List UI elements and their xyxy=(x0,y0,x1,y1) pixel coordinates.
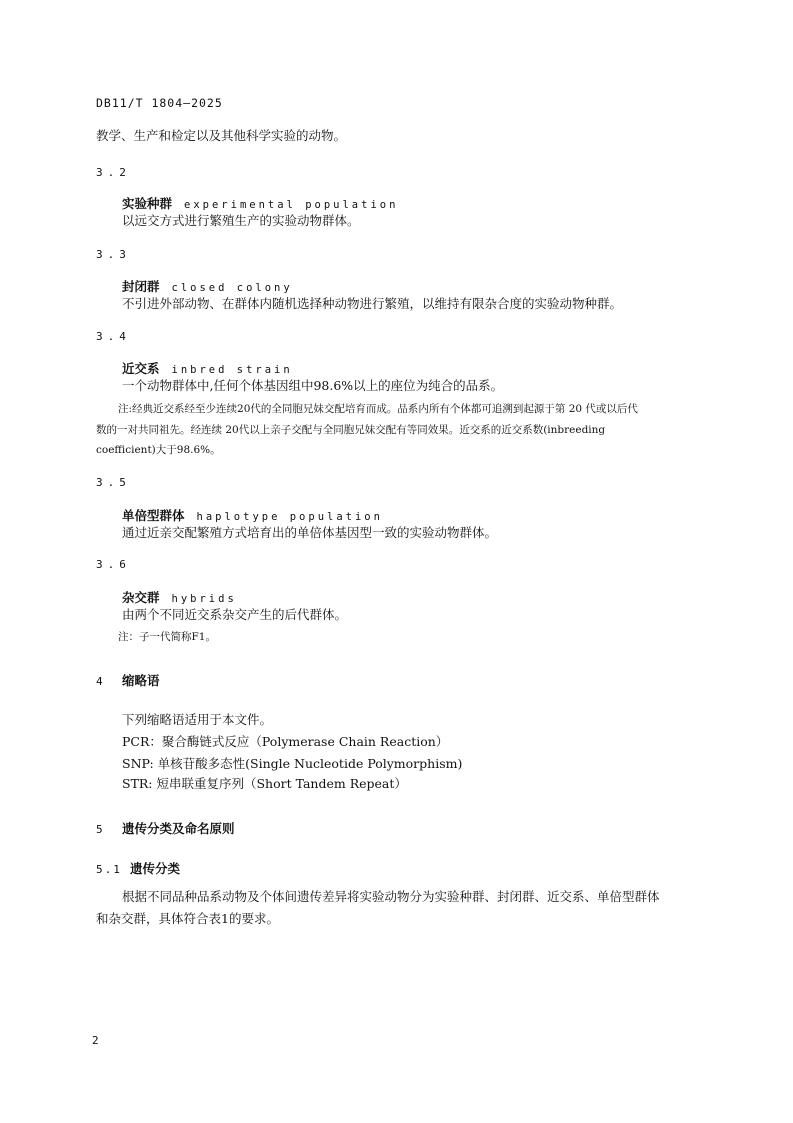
term-note-line: 注:经典近交系经至少连续20代的全同胞兄妹交配培育而成。品系内所有个体都可追溯到起源于第 20 代或以后代 xyxy=(118,403,638,415)
term-definition: 通过近亲交配繁殖方式培育出的单倍体基因型一致的实验动物群体。 xyxy=(122,525,498,540)
section-heading xyxy=(96,670,160,689)
term-title: 单倍型群体 xyxy=(122,508,185,523)
term-heading xyxy=(122,505,383,524)
abbreviation-item: SNP: 单核苷酸多态性(Single Nucleotide Polymorphism) xyxy=(122,756,463,771)
subsection-title: 遗传分类 xyxy=(130,861,181,876)
term-note: 注：子一代简称F1。 xyxy=(118,631,216,643)
term-title: 杂交群 xyxy=(122,590,160,605)
section-title: 缩略语 xyxy=(122,673,160,688)
term-definition: 不引进外部动物、在群体内随机选择种动物进行繁殖，以维持有限杂合度的实验动物种群。 xyxy=(122,296,623,311)
term-english: experimental population xyxy=(184,199,399,211)
term-heading xyxy=(122,358,293,377)
page-number: 2 xyxy=(92,1034,99,1047)
term-note-line: coefficient)大于98.6%。 xyxy=(96,444,221,456)
section-heading xyxy=(96,818,235,837)
section-intro: 下列缩略语适用于本文件。 xyxy=(122,712,273,727)
term-number: 3.3 xyxy=(96,248,131,261)
term-number: 3.2 xyxy=(96,166,131,179)
term-definition: 以远交方式进行繁殖生产的实验动物群体。 xyxy=(122,213,360,228)
term-english: closed colony xyxy=(171,282,293,294)
paragraph-line: 根据不同品种品系动物及个体间遗传差异将实验动物分为实验种群、封闭群、近交系、单倍型群体 xyxy=(122,889,660,904)
term-definition: 一个动物群体中,任何个体基因组中98.6%以上的座位为纯合的品系。 xyxy=(122,378,504,393)
term-title: 实验种群 xyxy=(122,196,173,211)
term-title: 近交系 xyxy=(122,361,160,376)
document-code: DB11/T 1804—2025 xyxy=(96,96,223,110)
term-english: haplotype population xyxy=(196,511,383,523)
term-heading xyxy=(122,276,293,295)
paragraph-line: 和杂交群，具体符合表1的要求。 xyxy=(96,911,279,926)
section-number: 5 xyxy=(96,823,103,836)
term-heading xyxy=(122,587,237,606)
section-number: 4 xyxy=(96,675,103,688)
subsection-number: 5.1 xyxy=(96,863,122,876)
section-title: 遗传分类及命名原则 xyxy=(122,821,235,836)
term-number: 3.4 xyxy=(96,330,131,343)
abbreviation-item: PCR：聚合酶链式反应（Polymerase Chain Reaction） xyxy=(122,734,449,749)
intro-line: 教学、生产和检定以及其他科学实验的动物。 xyxy=(96,128,347,143)
term-number: 3.6 xyxy=(96,558,131,571)
term-english: inbred strain xyxy=(171,364,293,376)
term-definition: 由两个不同近交系杂交产生的后代群体。 xyxy=(122,607,348,622)
subsection-heading xyxy=(96,858,180,877)
abbreviation-item: STR: 短串联重复序列（Short Tandem Repeat） xyxy=(122,776,407,791)
term-heading xyxy=(122,193,398,212)
term-english: hybrids xyxy=(171,593,237,605)
term-note-line: 数的一对共同祖先。经连续 20代以上亲子交配与全同胞兄妹交配有等同效果。近交系的近交系数(inbreeding xyxy=(96,424,606,436)
term-number: 3.5 xyxy=(96,476,131,489)
term-title: 封闭群 xyxy=(122,279,160,294)
